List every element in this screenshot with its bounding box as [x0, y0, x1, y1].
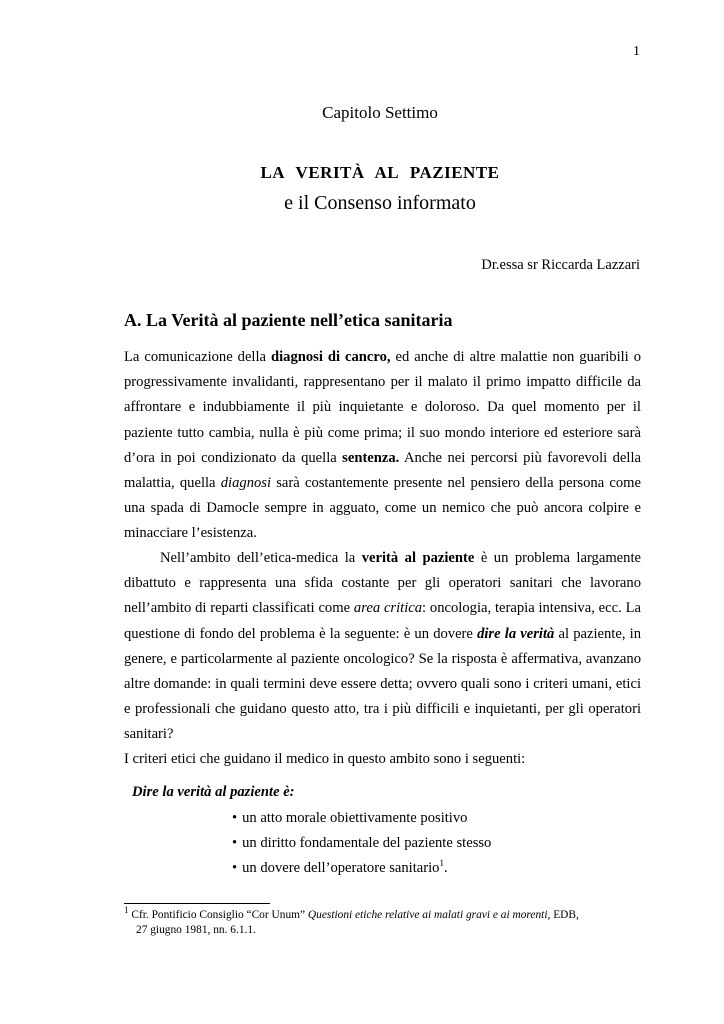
paragraph-3: I criteri etici che guidano il medico in questo ambito sono i seguenti: — [124, 751, 526, 767]
footnote-ref[interactable]: 1 — [439, 858, 444, 869]
bold-text: verità al paziente — [361, 550, 475, 566]
text-run: : oncologia, terapia intensiva, ecc. La questione di fondo del problema è la seguente: è un dovere — [124, 600, 641, 642]
footnote-separator — [124, 903, 270, 904]
list-item-text: un dovere dell’operatore sanitario — [242, 860, 440, 877]
bold-text: diagnosi di cancro, — [271, 349, 391, 365]
footnote — [124, 905, 644, 938]
text-run: La comunicazione della — [124, 349, 271, 365]
paragraph-2 — [124, 546, 641, 748]
title-word: VERITÀ — [295, 163, 365, 182]
text-run: Cfr. Pontificio Consiglio “Cor Unum” — [128, 909, 308, 921]
text-run: Anche nei percorsi più favorevoli della malattia, quella — [124, 449, 641, 492]
author-line: Dr.essa sr Riccarda Lazzari — [481, 257, 640, 273]
list-item — [232, 856, 491, 881]
list-item: • un diritto fondamentale del paziente stesso — [232, 831, 491, 856]
chapter-heading: Capitolo Settimo — [322, 103, 438, 122]
page-number: 1 — [633, 44, 640, 59]
text-run: è un problema largamente dibattuto e rappresenta una sfida costante per gli operatori sanitari che lavorano nell’ambito di reparti classificati come — [124, 550, 641, 617]
list-item: • un atto morale obiettivamente positivo — [232, 806, 491, 831]
text-run: al paziente, in genere, e particolarmente al paziente oncologico? Se la risposta è affermativa, avanzano altre domande: in quali termini deve essere detta; ovvero quali sono i criteri umani, etici e professionali che guidano questo atto, tra i più difficili e inquietanti, per gli operatori sanitari? — [124, 625, 641, 743]
footnote-line-1 — [124, 905, 644, 923]
text-run: . — [443, 860, 448, 877]
text-run: Nell’ambito dell’etica-medica la — [160, 550, 362, 566]
title-word: LA — [260, 163, 286, 182]
criteria-list — [232, 806, 491, 882]
text-run: EDB, — [550, 909, 579, 921]
footnote-line-2: 27 giugno 1981, nn. 6.1.1. — [136, 924, 256, 936]
criteria-heading: Dire la verità al paziente è: — [132, 784, 295, 800]
italic-text: diagnosi — [220, 475, 272, 492]
bold-text: sentenza. — [342, 449, 400, 466]
document-subtitle: e il Consenso informato — [284, 192, 476, 214]
title-word: AL — [374, 163, 400, 182]
document-title — [18, 163, 724, 183]
italic-text: area critica — [353, 600, 423, 617]
section-heading: A. La Verità al paziente nell’etica sanitaria — [124, 310, 453, 330]
text-run: ed anche di altre malattie non guaribili o progressivamente invalidanti, rappresentano per il malato il primo impatto difficile da affrontare e indubbiamente il più inquietante e doloroso. Da quel momento per il paziente tutto cambia, nulla è più come prima; il suo mondo interiore ed esteriore sarà d’ora in poi condizionato da quella — [124, 349, 641, 466]
bold-italic-text: dire la verità — [477, 625, 555, 642]
text-run: sarà costantemente presente nel pensiero della persona come una spada di Damocle sempre in agguato, come un nemico che può ancora colpire e minacciare l’esistenza. — [124, 475, 641, 542]
footnote-number: 1 — [124, 905, 129, 916]
title-word: PAZIENTE — [409, 163, 500, 182]
italic-text: Questioni etiche relative ai malati gravi e ai morenti, — [307, 909, 551, 921]
paragraph-1 — [124, 345, 641, 547]
